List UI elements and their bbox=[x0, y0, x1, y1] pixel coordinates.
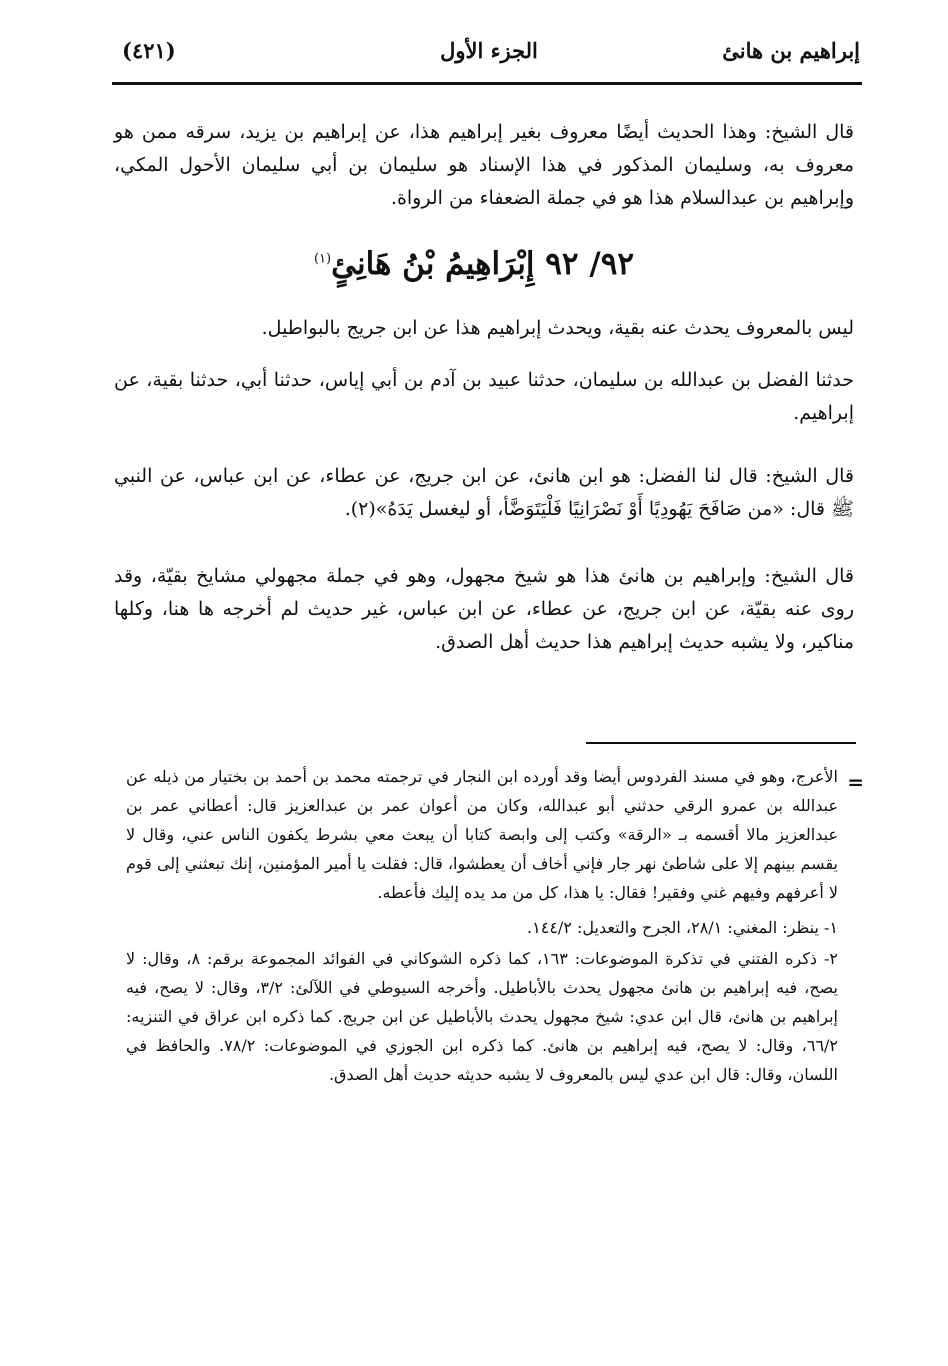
entry-heading-text: ٩٢/ ٩٢ إِبْرَاهِيمُ بْنُ هَانِئٍ bbox=[331, 246, 635, 282]
body-paragraph-1: قال الشيخ: وهذا الحديث أيضًا معروف بغير إبراهيم هذا، عن إبراهيم بن يزيد، سرقه ممن هو معروف به، وسليمان المذكور في هذا الإسناد هو سليمان بن أبي سليمان الأحول المكي، وإبراهيم بن عبدالسلام هذا هو في جملة الضعفاء من الرواة. bbox=[114, 121, 854, 209]
body-paragraph-5: قال الشيخ: وإبراهيم بن هانئ هذا هو شيخ مجهول، وهو في جملة مجهولي مشايخ بقيّة، وقد روى عنه بقيّة، عن ابن جريج، عن عطاء، عن ابن عباس، غير حديث لم أخرجه ها هنا، وكلها مناكير، ولا يشبه حديث إبراهيم هذا حديث أهل الصدق. bbox=[114, 565, 854, 653]
footnotes-block bbox=[126, 762, 838, 1089]
body-paragraph-2: ليس بالمعروف يحدث عنه بقية، ويحدث إبراهيم هذا عن ابن جريج بالبواطيل. bbox=[261, 317, 854, 339]
running-header bbox=[118, 38, 860, 78]
header-chapter-title: إبراهيم بن هانئ bbox=[722, 38, 860, 63]
entry-heading bbox=[0, 246, 948, 282]
header-divider bbox=[112, 82, 862, 85]
footnote-2: ٢- ذكره الفتني في تذكرة الموضوعات: ١٦٣، كما ذكره الشوكاني في الفوائد المجموعة برقم: ٨، وقال: لا يصح، فيه إبراهيم بن هانئ مجهول يحدث بالأباطيل. وأخرجه السيوطي في اللآلئ: ٣/٢، وقال: لا يصح، فيه إبراهيم بن هانئ، قال ابن عدي: شيخ مجهول يحدث بالأباطيل عن ابن جريج. كما ذكره ابن عراق في التنزيه: ٦٦/٢، وقال: لا يصح، فيه إبراهيم بن هانئ. كما ذكره ابن الجوزي في الموضوعات: ٧٨/٢. والحافظ في اللسان، وقال: قال ابن عدي ليس بالمعروف لا يشبه حديثه حديث أهل الصدق. bbox=[126, 949, 839, 1084]
body-paragraph-4: قال الشيخ: قال لنا الفضل: هو ابن هانئ، عن ابن جريج، عن عطاء، عن ابن عباس، عن النبي ﷺ قال: «من صَافَحَ يَهُودِيًا أَوْ نَصْرَانِيًا فَلْيَتَوَضَّأ، أو ليغسل يَدَهُ»(٢). bbox=[114, 465, 854, 520]
footnote-continuation-mark: = bbox=[847, 770, 864, 794]
page-number: (٤٢١) bbox=[122, 38, 176, 63]
footnote-divider bbox=[586, 742, 856, 744]
footnote-1: ١- ينظر: المغني: ٢٨/١، الجرح والتعديل: ١٤٤/٢. bbox=[527, 918, 838, 937]
body-paragraph-3: حدثنا الفضل بن عبدالله بن سليمان، حدثنا عبيد بن آدم بن أبي إياس، حدثنا أبي، حدثنا بقية، عن إبراهيم. bbox=[114, 369, 854, 424]
entry-heading-footnote-ref: (١) bbox=[313, 251, 332, 267]
header-volume-title: الجزء الأول bbox=[440, 38, 538, 63]
footnote-continuation: الأعرج، وهو في مسند الفردوس أيضا وقد أورده ابن النجار في ترجمته محمد بن أحمد بن بختيار من ذيله عن عبدالله بن عمرو الرقي حدثني أبو عبدالله، وكان من أعوان عمر بن عبدالعزيز قال: أعطاني عمر بن عبدالعزيز مالا أقسمه بـ «الرقة» وكتب إلى وابصة كتابا أن يبعث معي بشرط يكفون الناس عني، وقال لا يقسم بينهم إلا على شاطئ نهر جار فإني أخاف أن يعطشوا، قال: فقلت يا أمير المؤمنين، إنك تبعثني إلى قوم لا أعرفهم وفيهم غني وفقير! فقال: يا هذا، كل من مد يده إليك فأعطه. bbox=[126, 767, 839, 902]
